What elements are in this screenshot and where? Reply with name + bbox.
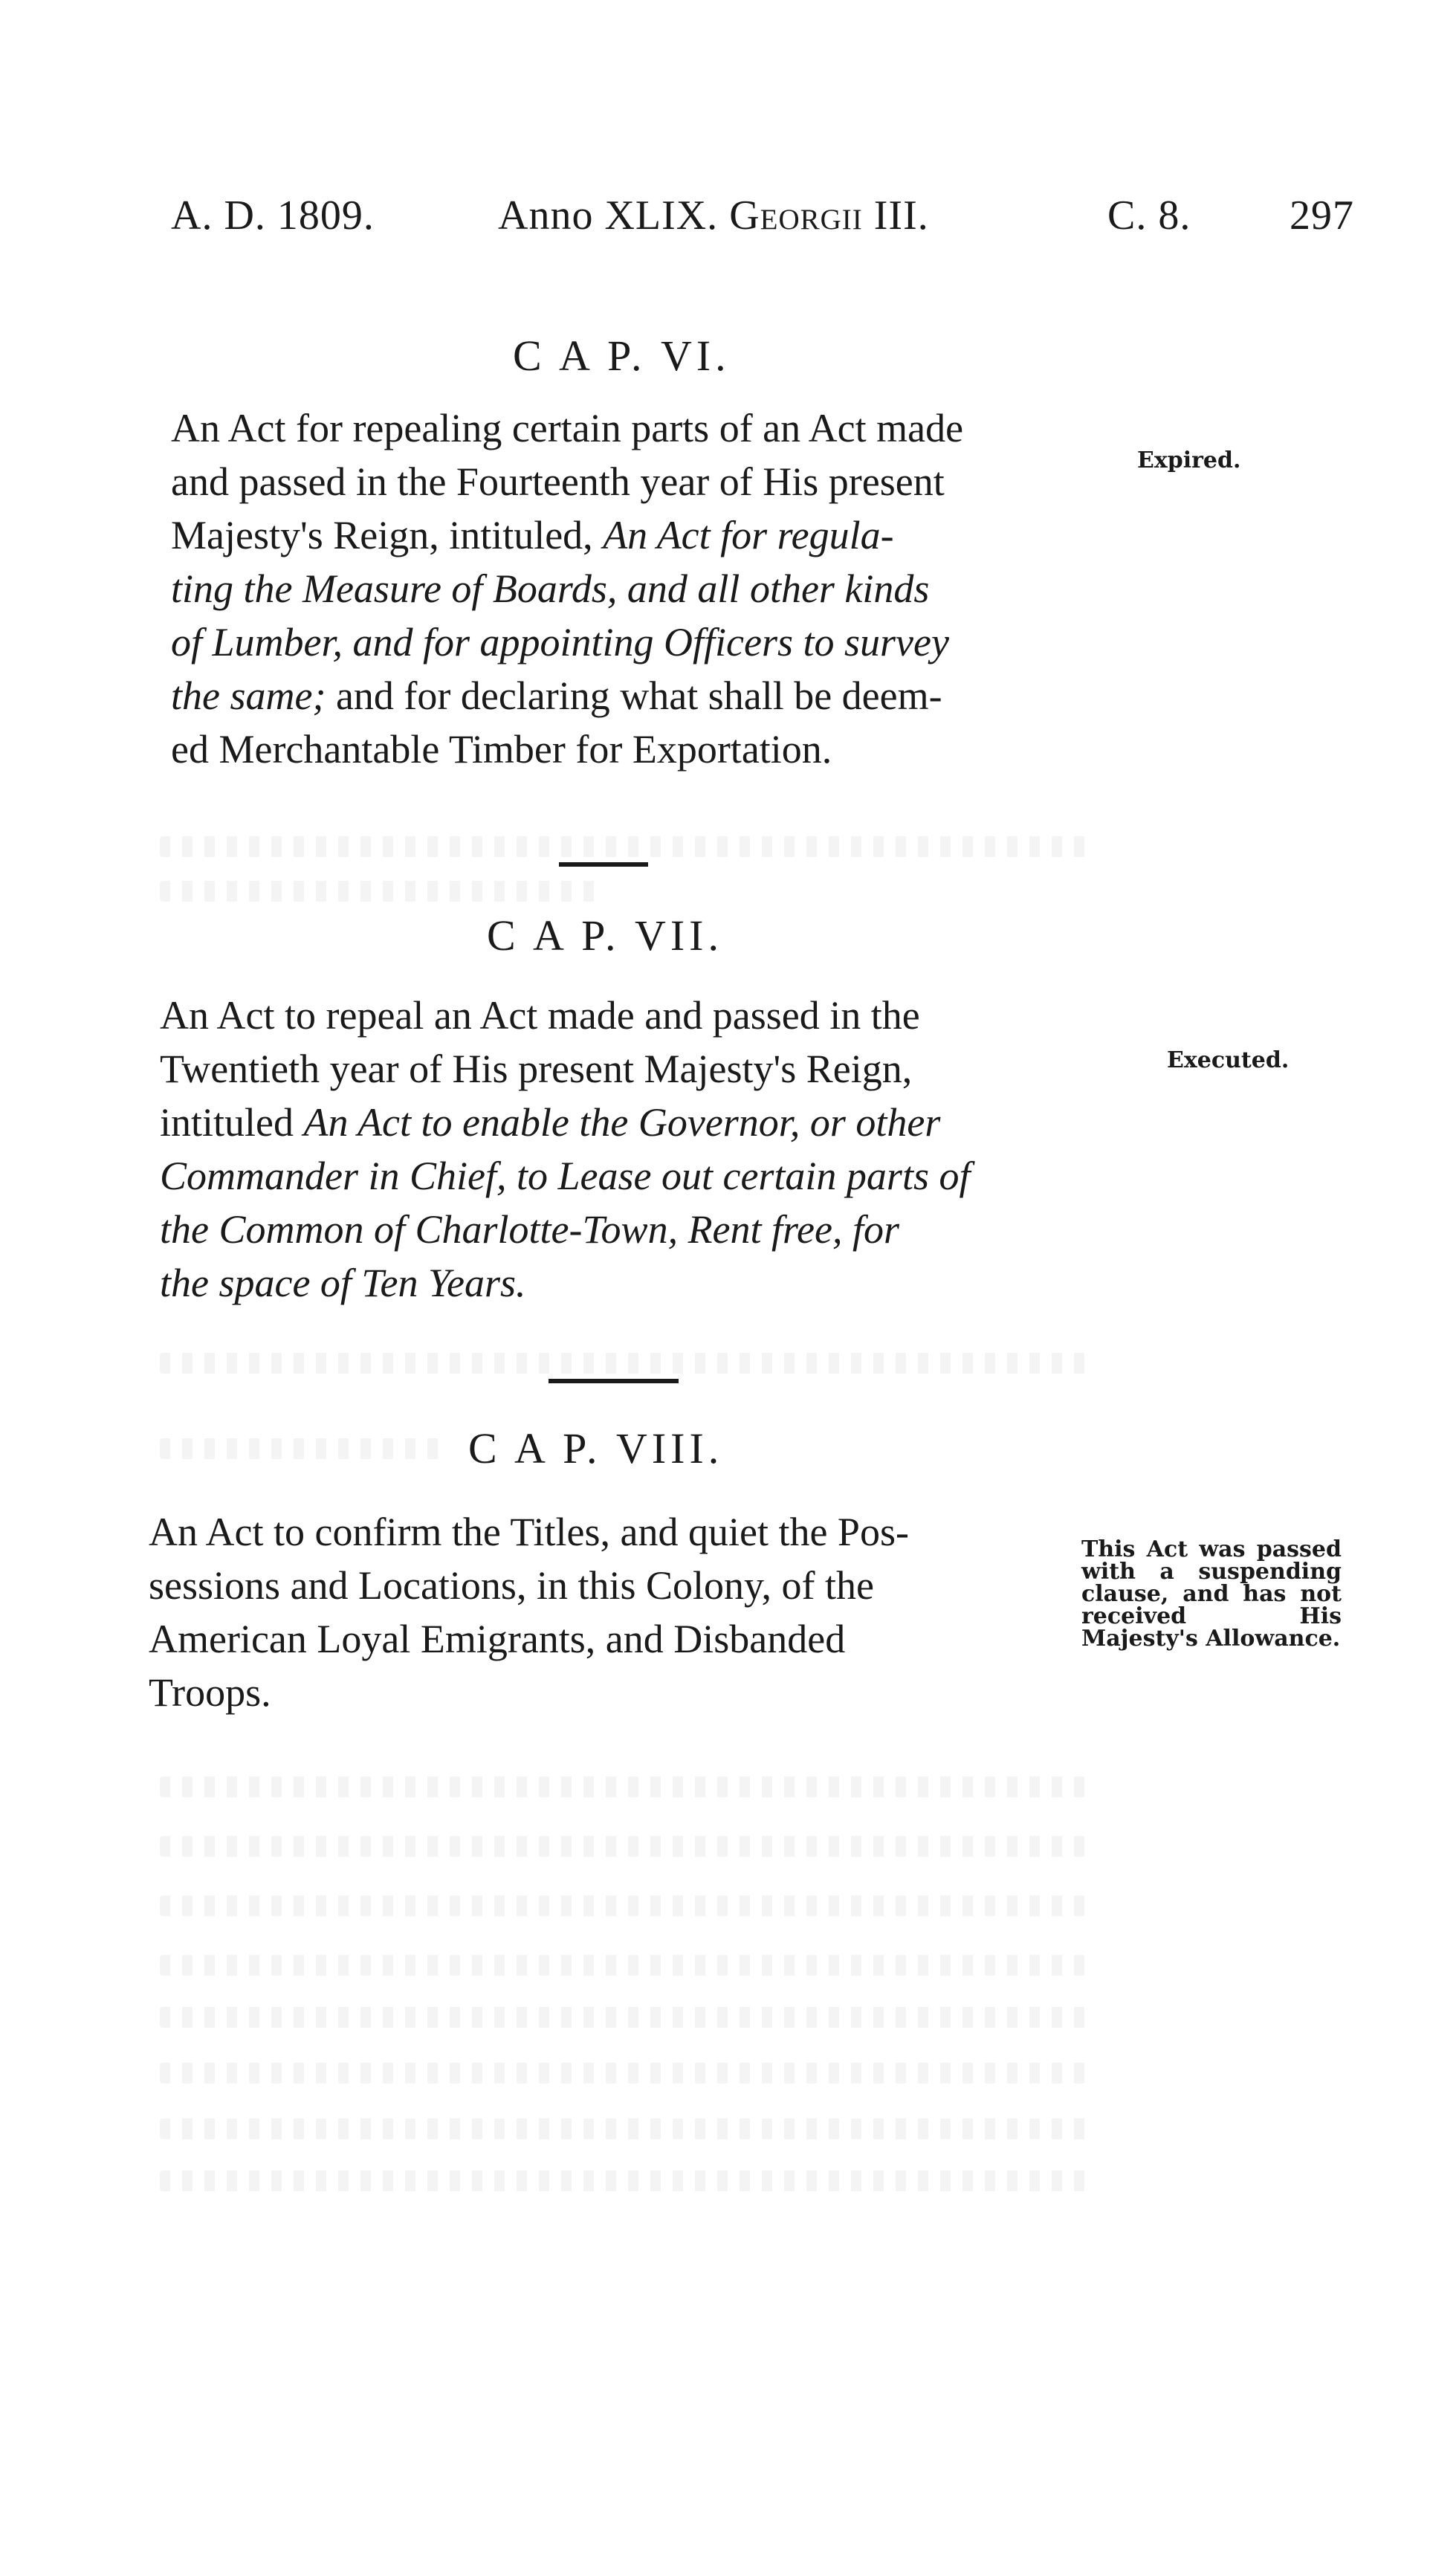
show-through-mark — [160, 2007, 1089, 2028]
show-through-mark — [160, 1836, 1089, 1857]
header-regnal-year — [498, 192, 929, 239]
act-italic-text: An Act for regula- — [603, 513, 894, 557]
show-through-mark — [160, 2063, 1089, 2083]
header-chapter: C. 8. — [1107, 193, 1191, 239]
act-line: sessions and Locations, in this Colony, of the — [149, 1563, 874, 1608]
margin-note-vi: Expired. — [1137, 447, 1241, 473]
section-divider — [559, 862, 648, 867]
chapter-heading-viii: C A P. VIII. — [468, 1424, 724, 1472]
act-text: Majesty's Reign, intituled, — [171, 513, 593, 557]
running-header — [171, 192, 1375, 251]
act-line — [171, 562, 1100, 615]
act-text-vii — [160, 989, 1089, 1310]
act-line: Troops. — [149, 1670, 271, 1715]
show-through-mark — [160, 2118, 1089, 2139]
act-line — [171, 508, 1100, 562]
act-italic-text: the Common of Charlotte-Town, Rent free, for — [160, 1207, 899, 1252]
margin-note-vii: Executed. — [1167, 1047, 1290, 1073]
show-through-mark — [160, 1776, 1089, 1797]
act-line: An Act for repealing certain parts of an Act made — [171, 406, 964, 450]
act-line: An Act to repeal an Act made and passed in the — [160, 993, 920, 1038]
show-through-mark — [160, 1895, 1089, 1916]
show-through-mark — [160, 1955, 1089, 1976]
show-through-mark — [160, 836, 1089, 857]
act-line: American Loyal Emigrants, and Disbanded — [149, 1617, 846, 1661]
act-italic-text: the same; — [171, 673, 326, 718]
act-text-vi — [171, 401, 1100, 776]
chapter-heading-vi: C A P. VI. — [513, 332, 731, 380]
act-line — [171, 615, 1100, 669]
act-line — [160, 1149, 1089, 1203]
act-text: intituled — [160, 1100, 294, 1145]
show-through-mark — [160, 2170, 1089, 2191]
act-line — [171, 669, 1100, 722]
act-italic-text: ting the Measure of Boards, and all other kinds — [171, 566, 930, 611]
show-through-mark — [160, 1438, 442, 1459]
header-georgii: Georgii — [729, 193, 863, 239]
margin-note-viii: This Act was passed with a suspending clause, and has not received His Majesty's Allowance. — [1081, 1536, 1342, 1652]
act-line — [160, 1096, 1089, 1149]
act-line: ed Merchantable Timber for Exportation. — [171, 727, 832, 772]
act-text: and for declaring what shall be deem- — [335, 673, 942, 718]
header-reign: III. — [873, 193, 929, 239]
act-italic-text: of Lumber, and for appointing Officers to survey — [171, 620, 949, 665]
act-line — [160, 1203, 1089, 1256]
act-text-viii — [149, 1505, 1070, 1719]
act-line — [160, 1256, 1089, 1310]
act-italic-text: Commander in Chief, to Lease out certain parts of — [160, 1154, 971, 1198]
act-line: An Act to confirm the Titles, and quiet the Pos- — [149, 1510, 909, 1554]
chapter-heading-vii: C A P. VII. — [487, 911, 723, 960]
show-through-mark — [160, 1353, 1089, 1374]
page-number: 297 — [1290, 193, 1354, 239]
act-italic-text: the space of Ten Years. — [160, 1261, 526, 1305]
act-line: and passed in the Fourteenth year of His present — [171, 459, 945, 504]
header-year: A. D. 1809. — [171, 193, 375, 239]
header-anno: Anno XLIX. — [498, 193, 719, 239]
section-divider — [549, 1379, 679, 1383]
act-line: Twentieth year of His present Majesty's Reign, — [160, 1047, 913, 1091]
act-italic-text: An Act to enable the Governor, or other — [303, 1100, 941, 1145]
show-through-mark — [160, 881, 606, 902]
